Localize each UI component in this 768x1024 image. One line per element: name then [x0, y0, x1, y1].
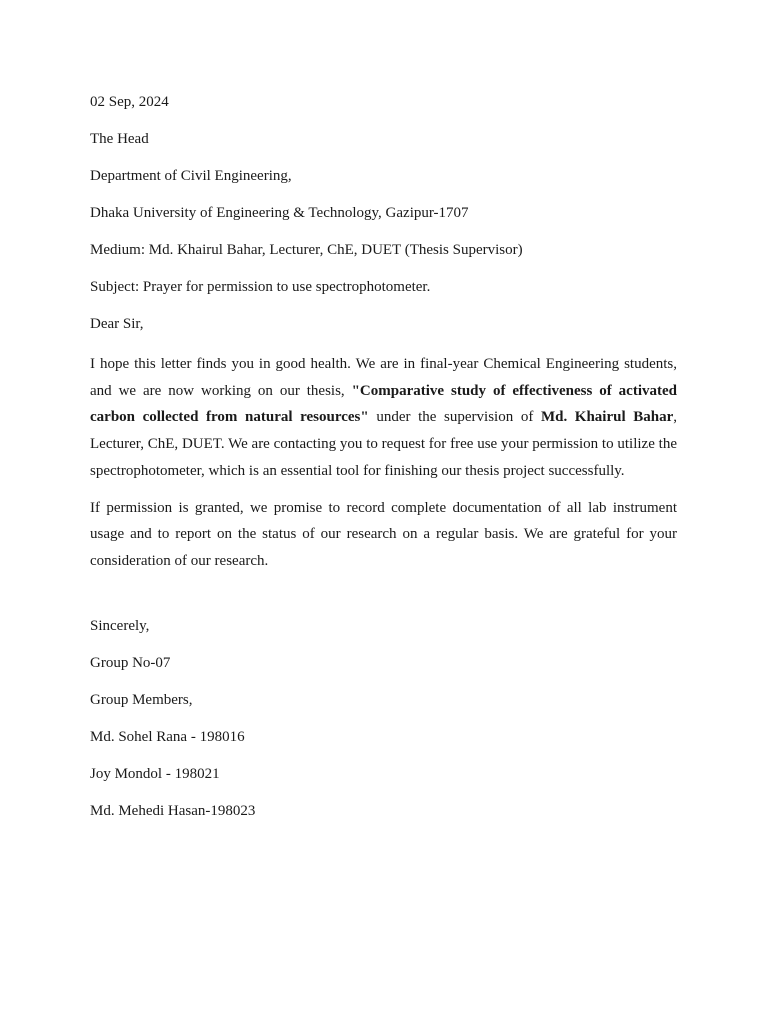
group-number: Group No-07 — [90, 654, 171, 671]
members-heading: Group Members, — [90, 691, 193, 708]
thesis-title: "Comparative study of effectiveness of activated carbon collected from natural resources" — [90, 382, 677, 426]
salutation: Dear Sir, — [90, 316, 144, 332]
member-3: Md. Mehedi Hasan-198023 — [90, 802, 256, 819]
letter-page — [90, 92, 677, 838]
body-1-text-b: under the supervision of — [368, 409, 541, 426]
recipient-department: Department of Civil Engineering, — [90, 168, 292, 184]
member-2: Joy Mondol - 198021 — [90, 765, 220, 782]
medium-line: Medium: Md. Khairul Bahar, Lecturer, ChE, DUET (Thesis Supervisor) — [90, 242, 523, 258]
recipient-title: The Head — [90, 131, 149, 147]
body-paragraph-2: If permission is granted, we promise to record complete documentation of all lab instrument usage and to report on the status of our research on a regular basis. We are grateful for your consideration of our research. — [90, 499, 677, 569]
body-paragraph-1 — [90, 351, 677, 485]
letter-date: 02 Sep, 2024 — [90, 94, 169, 110]
recipient-university: Dhaka University of Engineering & Technology, Gazipur-1707 — [90, 205, 469, 221]
member-1: Md. Sohel Rana - 198016 — [90, 728, 245, 745]
closing: Sincerely, — [90, 617, 150, 634]
subject-line: Subject: Prayer for permission to use spectrophotometer. — [90, 279, 431, 295]
body-1-text-a: I hope this letter finds you in good health. We are in final-year Chemical Engineering students, and we are now working on our thesis, — [90, 356, 677, 399]
body-1-text-c: , Lecturer, ChE, DUET. We are contacting you to request for free use your permission to utilize the spectrophotometer, which is an essential tool for finishing our thesis project successfully. — [90, 409, 678, 479]
spacer — [90, 585, 677, 616]
supervisor-name: Md. Khairul Bahar — [540, 409, 674, 426]
